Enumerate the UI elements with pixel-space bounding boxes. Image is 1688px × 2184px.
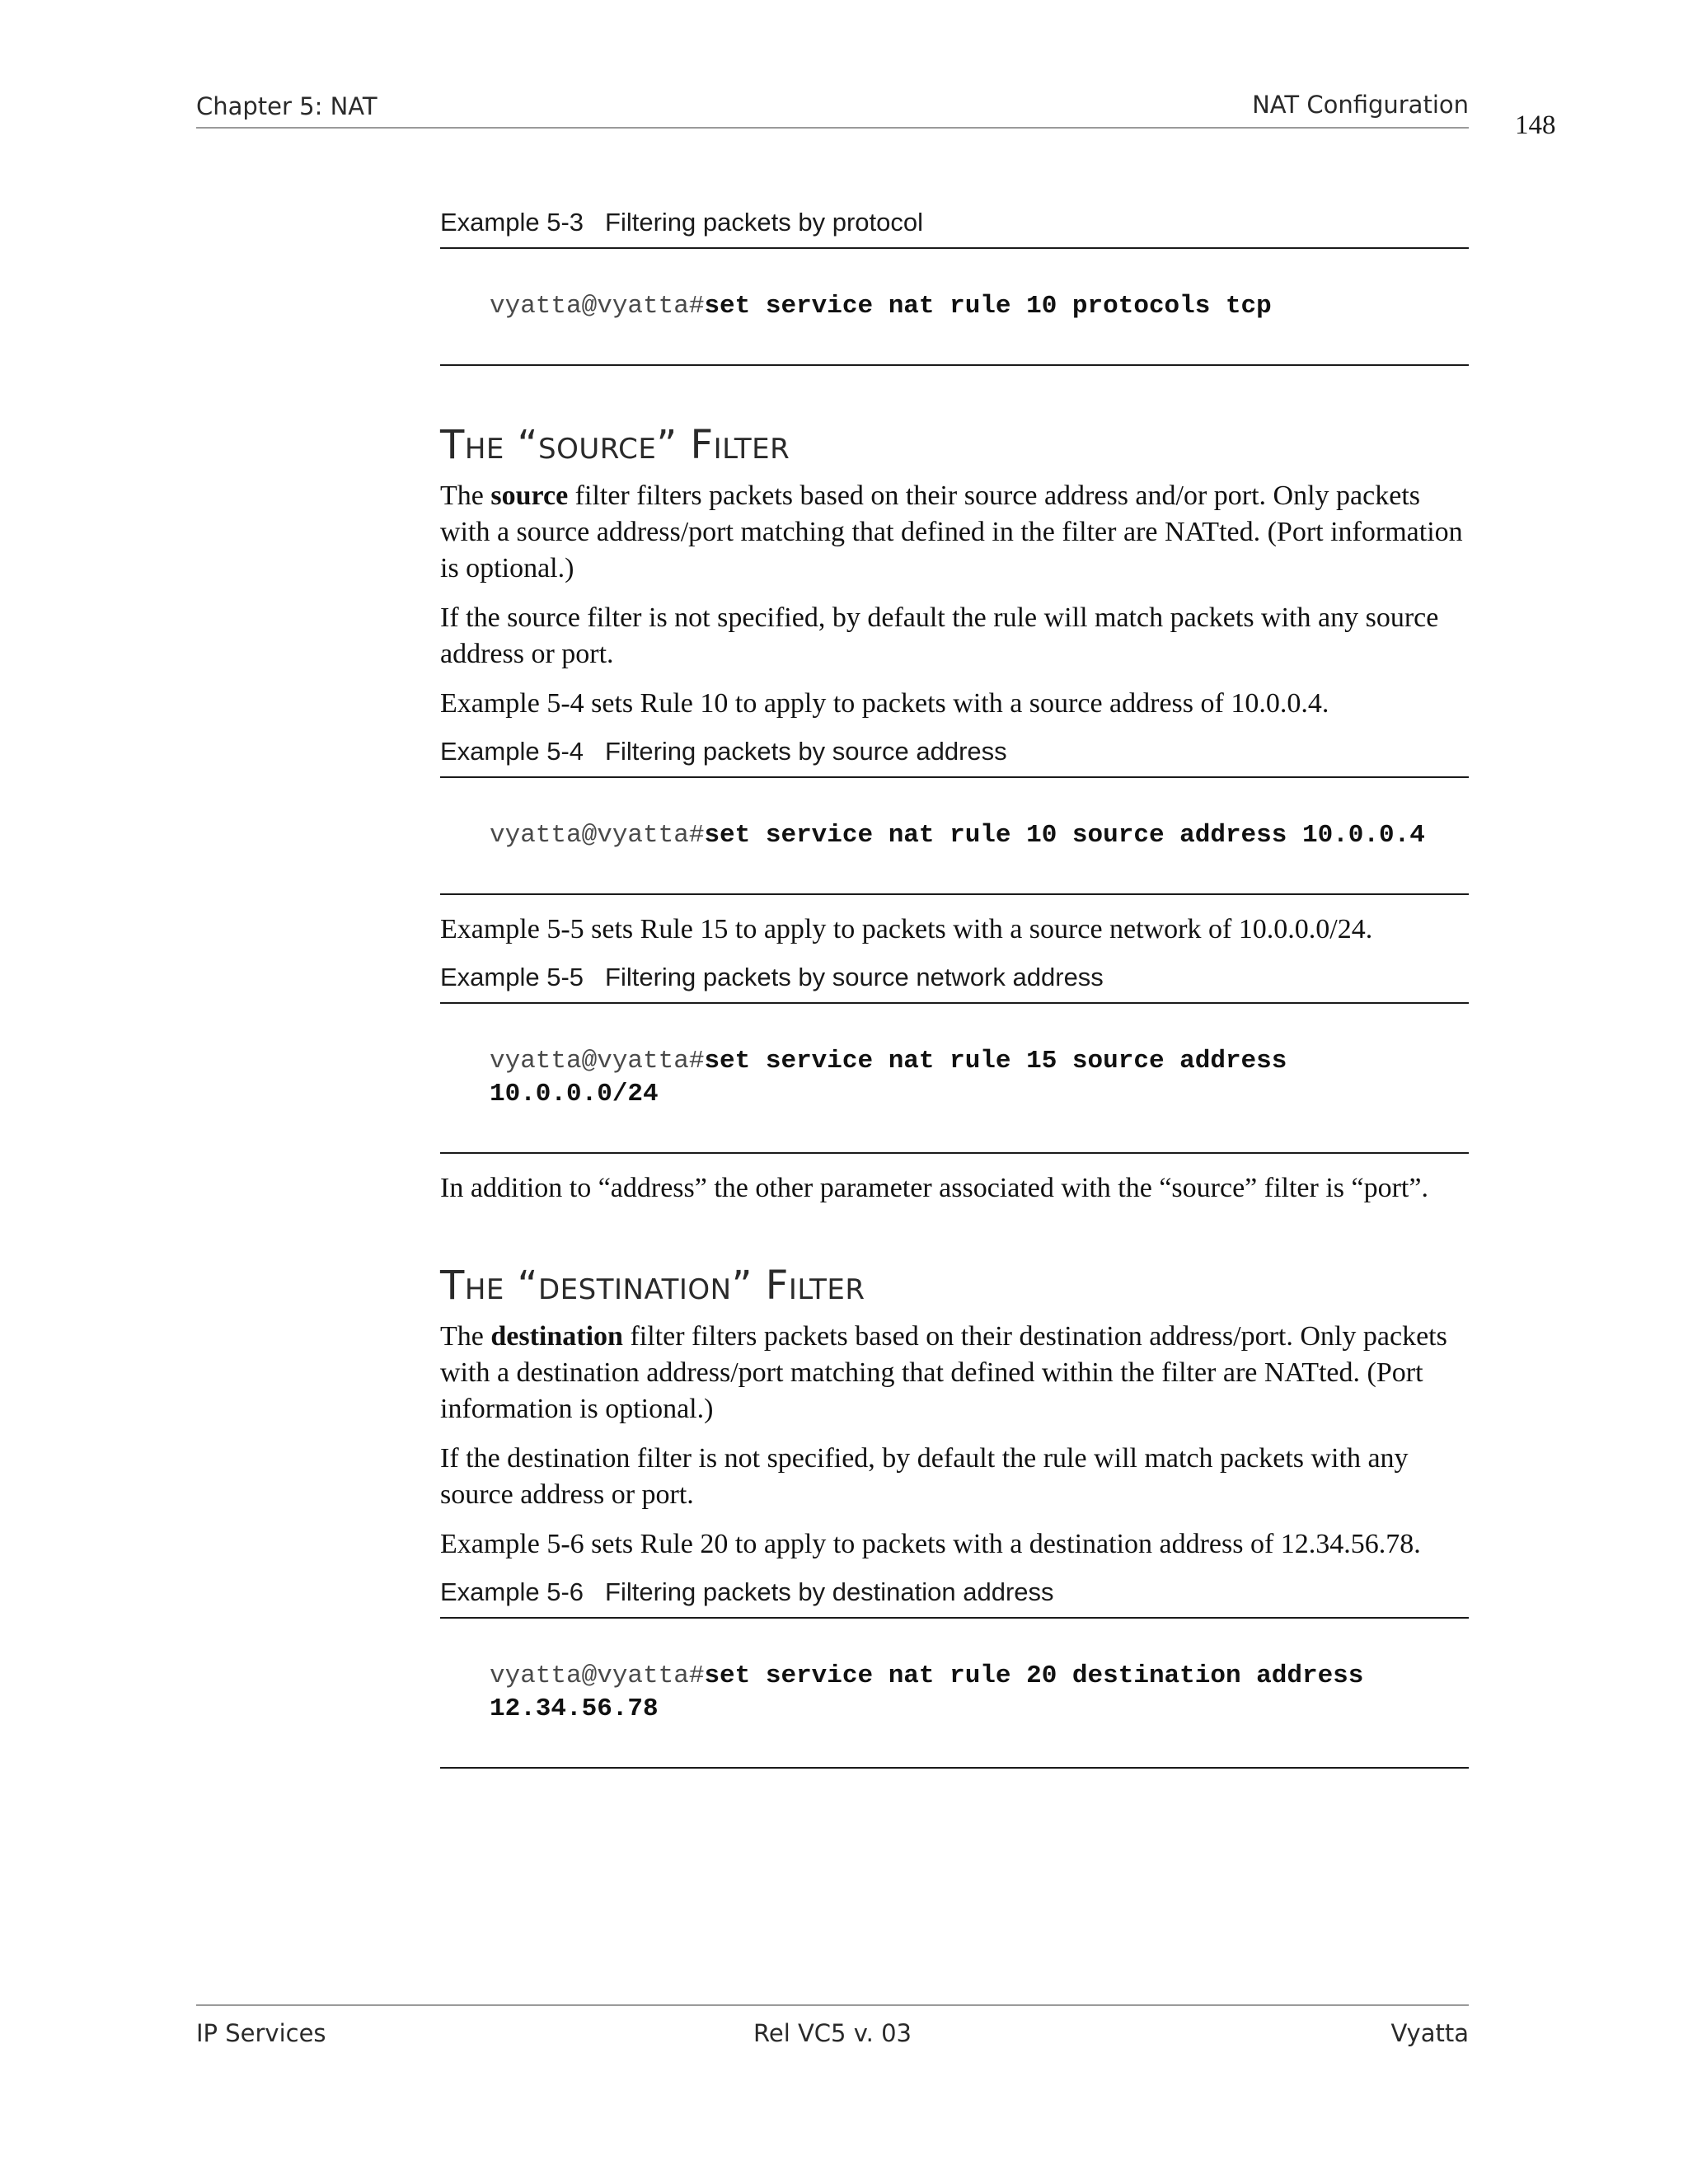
code-block [440, 249, 1469, 366]
running-footer [196, 2004, 1469, 2055]
footer-book-title: IP Services [196, 2019, 326, 2047]
paragraph: If the source filter is not specified, by default the rule will match packets with any source address or port. [440, 602, 1439, 669]
cli-command: set service nat rule 10 source address 10.0.0.4 [704, 821, 1425, 850]
section-title: NAT Configuration [1252, 91, 1469, 119]
code-block [440, 1004, 1469, 1154]
example-caption [440, 1576, 1469, 1619]
example-caption [440, 735, 1469, 778]
chapter-title: Chapter 5: NAT [196, 92, 377, 120]
text-run: filter filters packets based on their source address and/or port. Only packets with a source address/port matching that defined in the filter are NATted. (Port information is optional.) [440, 480, 1463, 583]
paragraph [440, 1319, 1469, 1427]
paragraph: Example 5-6 sets Rule 20 to apply to packets with a destination address of 12.34.56.78. [440, 1529, 1421, 1559]
example-5-6 [440, 1576, 1469, 1769]
main-content [440, 206, 1469, 1769]
bold-term: destination [490, 1321, 623, 1352]
footer-company: Vyatta [1390, 2019, 1469, 2047]
code-block [440, 1619, 1469, 1769]
example-number: Example 5-5 [440, 963, 584, 991]
text-run: filter filters packets based on their destination address/port. Only packets with a destination address/port matching that defined within the filter are NATted. (Port information is optional.) [440, 1321, 1447, 1424]
example-title: Filtering packets by source network address [605, 963, 1104, 991]
section-heading-destination: The “destination” Filter [440, 1263, 865, 1309]
example-caption [440, 206, 1469, 249]
example-title: Filtering packets by source address [605, 737, 1007, 766]
cli-prompt: vyatta@vyatta# [490, 821, 705, 850]
example-5-3 [440, 206, 1469, 366]
bold-term: source [490, 480, 569, 511]
cli-prompt: vyatta@vyatta# [490, 1661, 705, 1690]
footer-release: Rel VC5 v. 03 [753, 2019, 912, 2047]
paragraph: Example 5-4 sets Rule 10 to apply to packets with a source address of 10.0.0.4. [440, 688, 1329, 719]
cli-command: set service nat rule 10 protocols tcp [704, 292, 1272, 321]
example-number: Example 5-4 [440, 737, 584, 766]
example-caption [440, 961, 1469, 1004]
paragraph: Example 5-5 sets Rule 15 to apply to packets with a source network of 10.0.0.0/24. [440, 914, 1373, 944]
cli-command: set service nat rule 20 destination address [704, 1661, 1364, 1690]
text-run: The [440, 1321, 491, 1352]
example-number: Example 5-6 [440, 1577, 584, 1606]
example-5-4 [440, 735, 1469, 895]
example-title: Filtering packets by protocol [605, 208, 923, 237]
code-block [440, 778, 1469, 895]
cli-command: set service nat rule 15 source address 10.0.0.0/24 [490, 1047, 1302, 1108]
paragraph: If the destination filter is not specified, by default the rule will match packets with any source address or port. [440, 1443, 1409, 1510]
cli-prompt: vyatta@vyatta# [490, 292, 705, 321]
cli-prompt: vyatta@vyatta# [490, 1047, 705, 1076]
page-number: 148 [1515, 110, 1556, 140]
text-run: The [440, 480, 491, 511]
paragraph [440, 478, 1469, 587]
example-5-5 [440, 961, 1469, 1154]
example-title: Filtering packets by destination address [605, 1577, 1054, 1606]
example-number: Example 5-3 [440, 208, 584, 237]
section-heading-source: The “source” Filter [440, 422, 790, 468]
running-header [196, 89, 1469, 129]
paragraph: In addition to “address” the other parameter associated with the “source” filter is “port”. [440, 1173, 1428, 1203]
cli-command-continued: 12.34.56.78 [490, 1694, 659, 1723]
